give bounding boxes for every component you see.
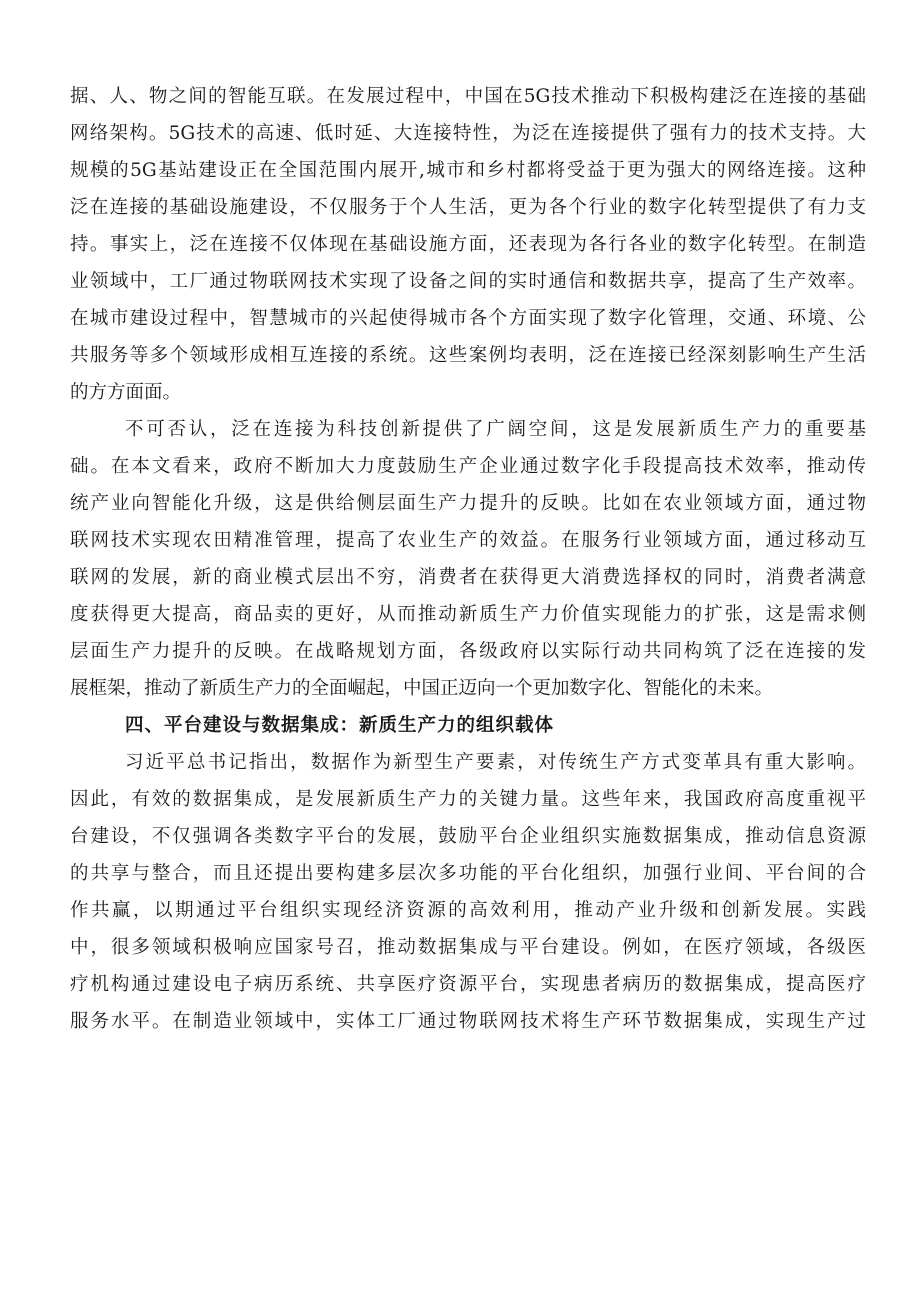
text-line: 作共赢，以期通过平台组织实现经济资源的高效利用，推动产业升级和创新发展。实践 bbox=[70, 900, 866, 921]
text-line: 层面生产力提升的反映。在战略规划方面，各级政府以实际行动共同构筑了泛在连接的发 bbox=[70, 641, 866, 662]
text-line: 据、人、物之间的智能互联。在发展过程中，中国在5G技术推动下积极构建泛在连接的基础 bbox=[70, 86, 866, 107]
text-line: 网络架构。5G技术的高速、低时延、大连接特性，为泛在连接提供了强有力的技术支持。大 bbox=[70, 123, 866, 144]
document-page bbox=[70, 78, 866, 1040]
text-line: 共服务等多个领域形成相互连接的系统。这些案例均表明，泛在连接已经深刻影响生产生活 bbox=[70, 345, 866, 366]
text-line: 中，很多领域积极响应国家号召，推动数据集成与平台建设。例如，在医疗领域，各级医 bbox=[70, 937, 866, 958]
text-line: 的方方面面。 bbox=[70, 382, 182, 403]
text-line: 展框架，推动了新质生产力的全面崛起，中国正迈向一个更加数字化、智能化的未来。 bbox=[70, 678, 774, 699]
text-line: 不可否认，泛在连接为科技创新提供了广阔空间，这是发展新质生产力的重要基 bbox=[125, 419, 866, 440]
text-line: 业领域中，工厂通过物联网技术实现了设备之间的实时通信和数据共享，提高了生产效率。 bbox=[70, 271, 866, 292]
text-line: 统产业向智能化升级，这是供给侧层面生产力提升的反映。比如在农业领域方面，通过物 bbox=[70, 493, 866, 514]
text-line: 在城市建设过程中，智慧城市的兴起使得城市各个方面实现了数字化管理，交通、环境、公 bbox=[70, 308, 866, 329]
text-line: 泛在连接的基础设施建设，不仅服务于个人生活，更为各个行业的数字化转型提供了有力支 bbox=[70, 197, 866, 218]
text-line: 规模的5G基站建设正在全国范围内展开,城市和乡村都将受益于更为强大的网络连接。这种 bbox=[70, 160, 866, 181]
text-line: 联网的发展，新的商业模式层出不穷，消费者在获得更大消费选择权的同时，消费者满意 bbox=[70, 567, 866, 588]
text-line: 疗机构通过建设电子病历系统、共享医疗资源平台，实现患者病历的数据集成，提高医疗 bbox=[70, 974, 866, 995]
text-line: 础。在本文看来，政府不断加大力度鼓励生产企业通过数字化手段提高技术效率，推动传 bbox=[70, 456, 866, 477]
text-line: 度获得更大提高，商品卖的更好，从而推动新质生产力价值实现能力的扩张，这是需求侧 bbox=[70, 604, 866, 625]
text-line: 联网技术实现农田精准管理，提高了农业生产的效益。在服务行业领域方面，通过移动互 bbox=[70, 530, 866, 551]
text-line: 的共享与整合，而且还提出要构建多层次多功能的平台化组织，加强行业间、平台间的合 bbox=[70, 863, 866, 884]
section-heading: 四、平台建设与数据集成：新质生产力的组织载体 bbox=[125, 715, 555, 736]
text-line: 习近平总书记指出，数据作为新型生产要素，对传统生产方式变革具有重大影响。 bbox=[125, 752, 866, 773]
text-line: 持。事实上，泛在连接不仅体现在基础设施方面，还表现为各行各业的数字化转型。在制造 bbox=[70, 234, 866, 255]
text-line: 台建设，不仅强调各类数字平台的发展，鼓励平台企业组织实施数据集成，推动信息资源 bbox=[70, 826, 866, 847]
text-line: 服务水平。在制造业领域中，实体工厂通过物联网技术将生产环节数据集成，实现生产过 bbox=[70, 1011, 866, 1032]
text-line: 因此，有效的数据集成，是发展新质生产力的关键力量。这些年来，我国政府高度重视平 bbox=[70, 789, 866, 810]
